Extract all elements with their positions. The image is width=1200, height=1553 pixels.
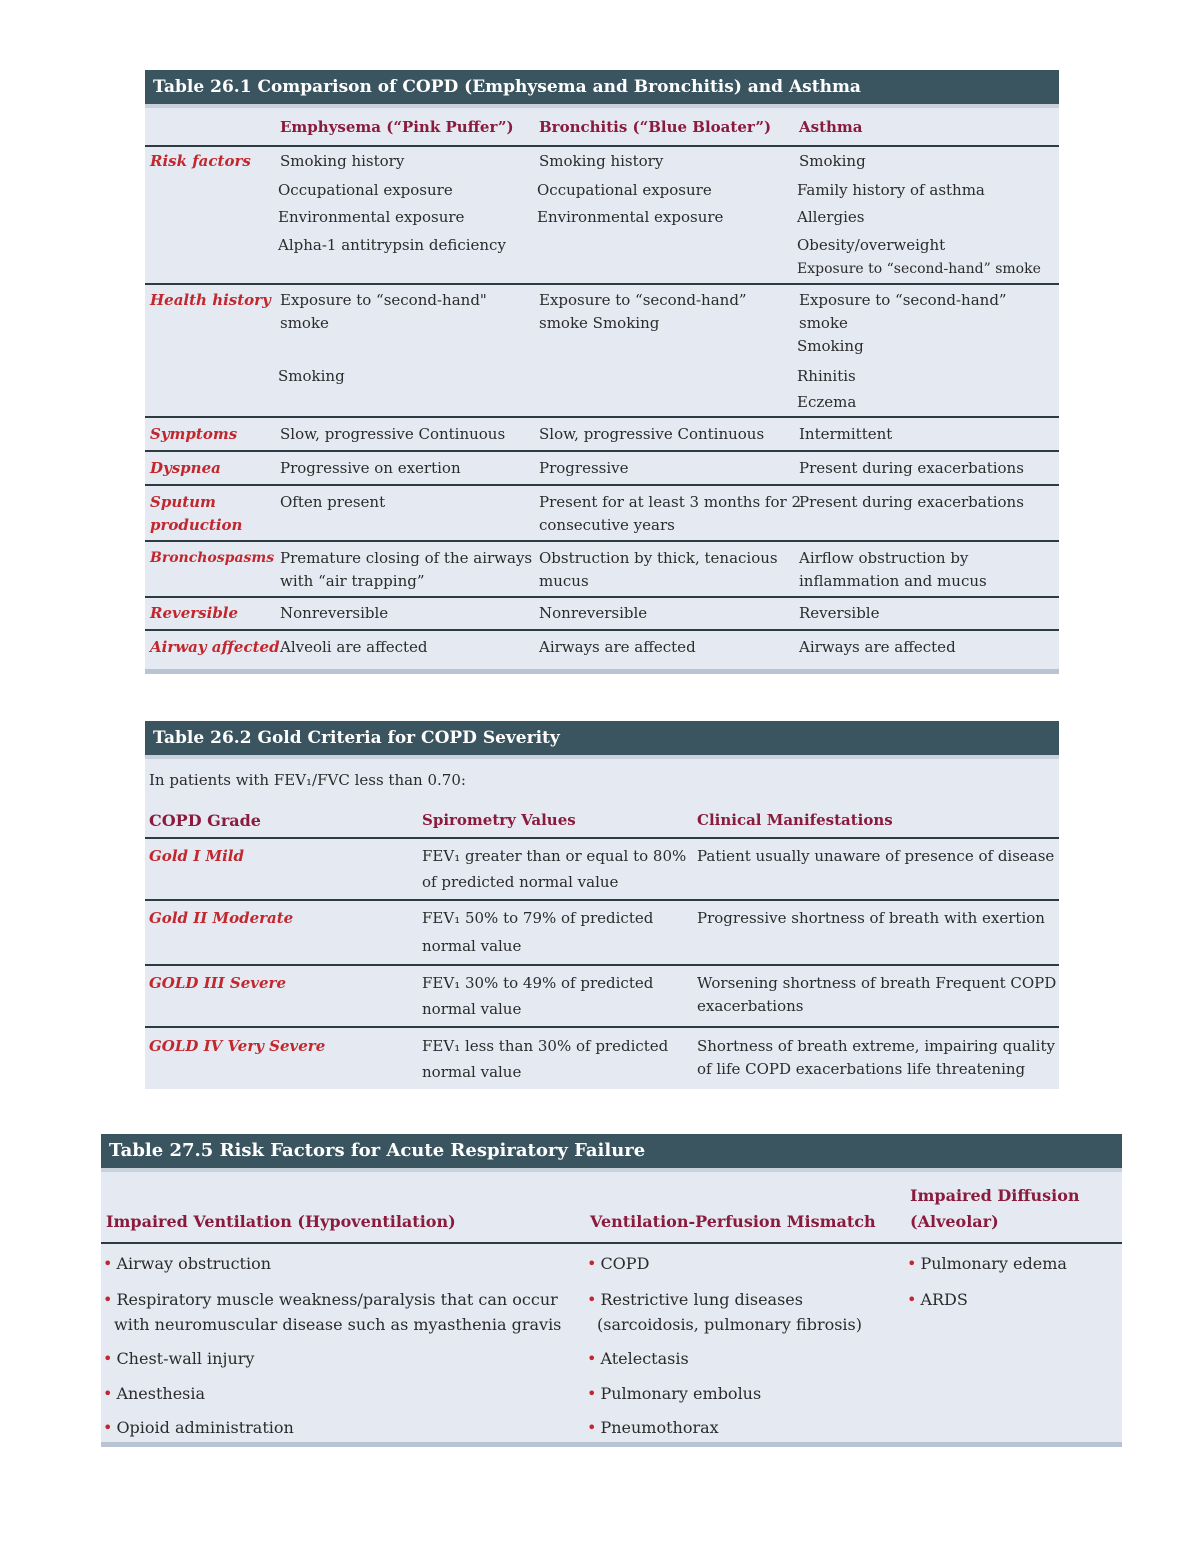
bullet-icon: • <box>907 1254 917 1273</box>
cell-text: Premature closing of the airways <box>280 549 533 567</box>
cell-text: Airways are affected <box>539 638 696 656</box>
cell-text: Intermittent <box>799 425 893 443</box>
bullet-icon: • <box>103 1418 113 1437</box>
cell-text: Obstruction by thick, tenacious <box>539 549 778 567</box>
row-divider <box>145 416 1059 418</box>
table-27-5-title: Table 27.5 Risk Factors for Acute Respiratory Failure <box>101 1134 1122 1172</box>
cell-text: Rhinitis <box>797 367 856 385</box>
cell-text: Progressive on exertion <box>280 459 461 477</box>
cell-text: Alveoli are affected <box>280 638 428 656</box>
bullet-icon: • <box>103 1349 113 1368</box>
cell-text: consecutive years <box>539 516 675 534</box>
cell-text: normal value <box>422 937 522 955</box>
row-label-symptoms: Symptoms <box>150 425 238 443</box>
cell-text: Slow, progressive Continuous <box>539 425 765 443</box>
cell-text: Smoking history <box>539 152 664 170</box>
cell-text: Smoking <box>797 337 864 355</box>
bullet-icon: • <box>103 1290 113 1309</box>
table-26-2 <box>145 721 1059 1089</box>
row-divider <box>145 964 1059 966</box>
header-spirometry-values: Spirometry Values <box>422 811 576 829</box>
cell-text: Eczema <box>797 393 857 411</box>
list-item: • Opioid administration <box>103 1418 294 1437</box>
table-26-2-intro: In patients with FEV₁/FVC less than 0.70: <box>149 771 466 789</box>
row-label-risk-factors: Risk factors <box>150 152 251 170</box>
row-divider <box>145 1026 1059 1028</box>
cell-text: FEV₁ greater than or equal to 80% <box>422 847 687 865</box>
row-label-health-history: Health history <box>150 291 271 309</box>
bullet-icon: • <box>587 1418 597 1437</box>
list-item: • Chest-wall injury <box>103 1349 255 1368</box>
row-label-sputum-production: Sputum production <box>150 493 243 534</box>
cell-text: FEV₁ 30% to 49% of predicted <box>422 974 654 992</box>
list-item: • Pulmonary embolus <box>587 1384 762 1403</box>
list-item-continuation: (sarcoidosis, pulmonary fibrosis) <box>597 1315 862 1334</box>
header-asthma: Asthma <box>799 118 863 136</box>
cell-text: inflammation and mucus <box>799 572 987 590</box>
table-27-5-body <box>101 1172 1122 1446</box>
row-divider <box>145 145 1059 147</box>
row-divider <box>145 837 1059 839</box>
bullet-icon: • <box>587 1254 597 1273</box>
cell-text: Often present <box>280 493 386 511</box>
list-item: • ARDS <box>907 1290 968 1309</box>
row-label-dyspnea: Dyspnea <box>150 459 221 477</box>
cell-text: Occupational exposure <box>537 181 712 199</box>
cell-text: Exposure to “second-hand” <box>539 291 747 309</box>
cell-text: Airways are affected <box>799 638 956 656</box>
cell-text: Smoking history <box>280 152 405 170</box>
bullet-icon: • <box>587 1290 597 1309</box>
cell-text: Present during exacerbations <box>799 459 1024 477</box>
bullet-icon: • <box>587 1384 597 1403</box>
header-bronchitis: Bronchitis (“Blue Bloater”) <box>539 118 772 136</box>
grade-gold-1: Gold I Mild <box>149 847 244 865</box>
list-item: • Respiratory muscle weakness/paralysis that can occur <box>103 1290 558 1309</box>
cell-text: of predicted normal value <box>422 873 619 891</box>
bullet-icon: • <box>907 1290 917 1309</box>
list-item: • Pneumothorax <box>587 1418 719 1437</box>
header-impaired-diffusion: Impaired Diffusion <box>910 1186 1080 1205</box>
header-impaired-diffusion-2: (Alveolar) <box>910 1212 999 1231</box>
row-divider <box>145 283 1059 285</box>
row-divider <box>145 899 1059 901</box>
cell-text: Environmental exposure <box>537 208 724 226</box>
grade-gold-4: GOLD IV Very Severe <box>149 1037 326 1055</box>
row-divider <box>145 540 1059 542</box>
row-divider <box>145 596 1059 598</box>
cell-text: Smoking <box>278 367 345 385</box>
table-26-1 <box>145 70 1059 674</box>
cell-text: smoke <box>280 314 329 332</box>
row-divider <box>101 1242 1122 1244</box>
table-26-2-title: Table 26.2 Gold Criteria for COPD Severity <box>145 721 1059 759</box>
cell-text: Progressive shortness of breath with exertion <box>697 909 1045 927</box>
row-divider <box>145 484 1059 486</box>
bullet-icon: • <box>587 1349 597 1368</box>
cell-text: with “air trapping” <box>280 572 425 590</box>
cell-text: normal value <box>422 1000 522 1018</box>
row-label-bronchospasms: Bronchospasms <box>150 550 275 566</box>
cell-text: FEV₁ 50% to 79% of predicted <box>422 909 654 927</box>
cell-text: smoke <box>799 314 848 332</box>
cell-text: Slow, progressive Continuous <box>280 425 506 443</box>
cell-text: Exposure to “second-hand" <box>280 291 487 309</box>
cell-text: exacerbations <box>697 997 804 1015</box>
header-impaired-ventilation: Impaired Ventilation (Hypoventilation) <box>106 1212 456 1231</box>
header-emphysema: Emphysema (“Pink Puffer”) <box>280 118 514 136</box>
cell-text: FEV₁ less than 30% of predicted <box>422 1037 669 1055</box>
header-clinical-manifestations: Clinical Manifestations <box>697 811 893 829</box>
cell-text: Patient usually unaware of presence of disease <box>697 847 1055 865</box>
cell-text: normal value <box>422 1063 522 1081</box>
cell-text: Obesity/overweight <box>797 236 946 254</box>
table-bottom-bar <box>145 669 1059 674</box>
cell-text: Nonreversible <box>280 604 389 622</box>
row-label-reversible: Reversible <box>150 604 239 622</box>
cell-text: Shortness of breath extreme, impairing quality <box>697 1037 1055 1055</box>
cell-text: of life COPD exacerbations life threatening <box>697 1060 1026 1078</box>
cell-text: Present for at least 3 months for 2 <box>539 493 801 511</box>
row-label-airway-affected: Airway affected <box>150 638 280 656</box>
cell-text: Reversible <box>799 604 880 622</box>
cell-text: Exposure to “second-hand” <box>799 291 1007 309</box>
cell-text: Progressive <box>539 459 629 477</box>
cell-text: Exposure to “second-hand” smoke <box>797 261 1041 277</box>
row-divider <box>145 450 1059 452</box>
cell-text: Present during exacerbations <box>799 493 1024 511</box>
cell-text: Airflow obstruction by <box>799 549 969 567</box>
list-item: • Anesthesia <box>103 1384 206 1403</box>
header-copd-grade: COPD Grade <box>149 811 261 830</box>
list-item: • Atelectasis <box>587 1349 689 1368</box>
bullet-icon: • <box>103 1254 113 1273</box>
header-vq-mismatch: Ventilation-Perfusion Mismatch <box>590 1212 876 1231</box>
list-item: • Restrictive lung diseases <box>587 1290 803 1309</box>
cell-text: Alpha-1 antitrypsin deficiency <box>278 236 506 254</box>
table-bottom-bar <box>101 1442 1122 1447</box>
list-item-continuation: with neuromuscular disease such as myasthenia gravis <box>114 1315 562 1334</box>
list-item: • COPD <box>587 1254 650 1273</box>
table-26-1-title: Table 26.1 Comparison of COPD (Emphysema and Bronchitis) and Asthma <box>145 70 1059 108</box>
cell-text: smoke Smoking <box>539 314 660 332</box>
cell-text: Family history of asthma <box>797 181 985 199</box>
table-26-2-body <box>145 759 1059 1089</box>
grade-gold-2: Gold II Moderate <box>149 909 294 927</box>
bullet-icon: • <box>103 1384 113 1403</box>
cell-text: Occupational exposure <box>278 181 453 199</box>
cell-text: mucus <box>539 572 589 590</box>
cell-text: Worsening shortness of breath Frequent COPD <box>697 974 1057 992</box>
row-divider <box>145 629 1059 631</box>
list-item: • Airway obstruction <box>103 1254 272 1273</box>
cell-text: Nonreversible <box>539 604 648 622</box>
table-26-1-body <box>145 108 1059 674</box>
cell-text: Smoking <box>799 152 866 170</box>
list-item: • Pulmonary edema <box>907 1254 1067 1273</box>
grade-gold-3: GOLD III Severe <box>149 974 287 992</box>
cell-text: Allergies <box>797 208 865 226</box>
table-27-5 <box>101 1134 1122 1446</box>
cell-text: Environmental exposure <box>278 208 465 226</box>
